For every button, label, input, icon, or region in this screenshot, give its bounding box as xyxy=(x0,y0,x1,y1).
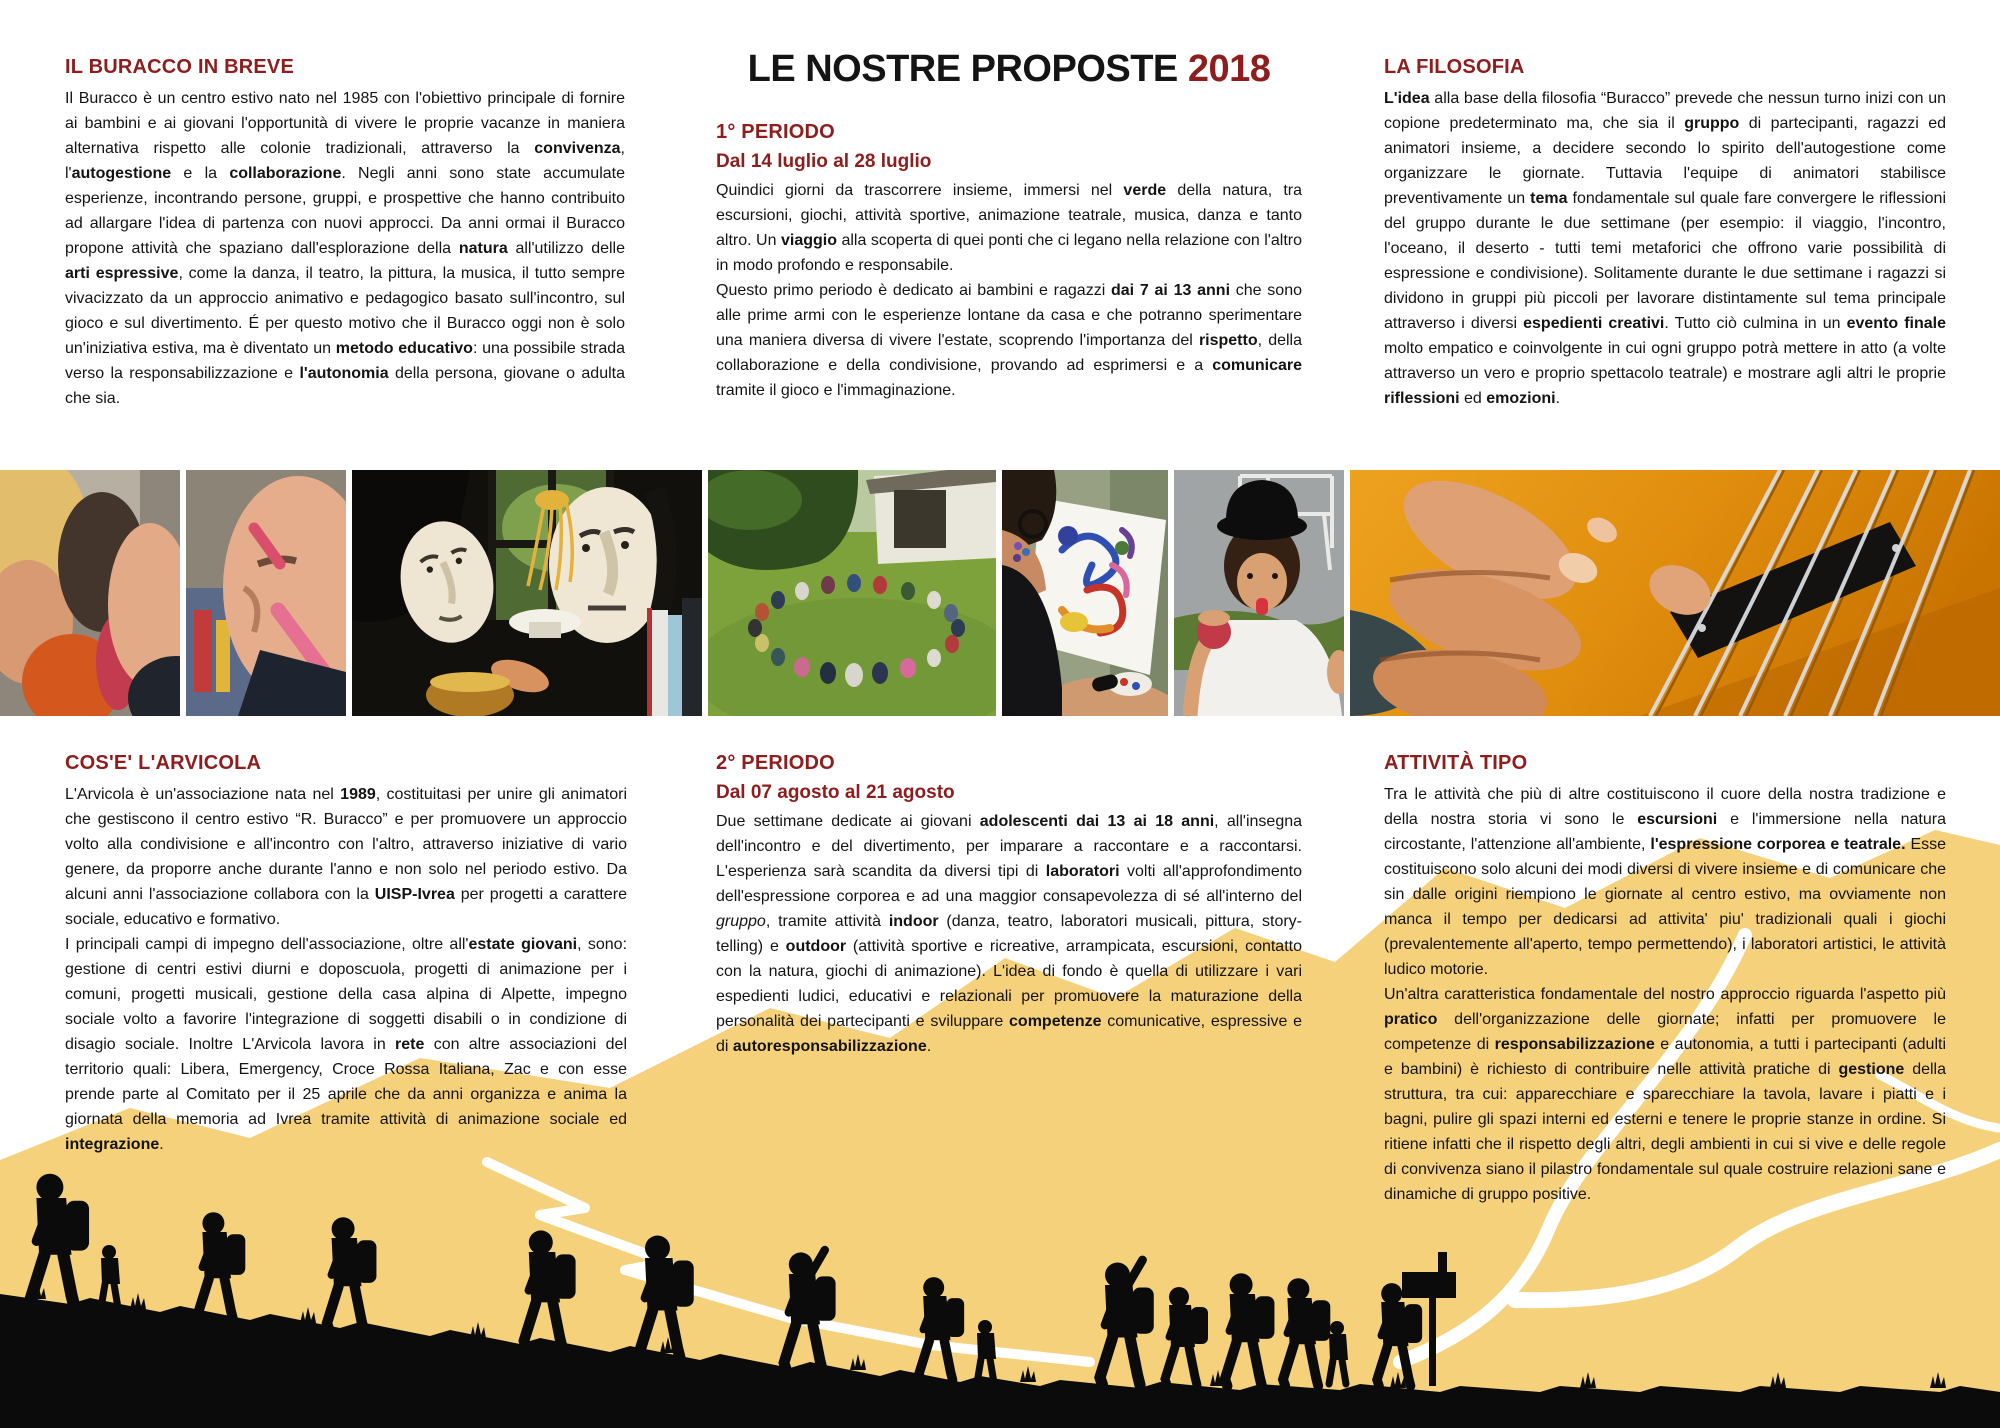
photo-boy-black-hat-red-ball xyxy=(1174,470,1344,716)
page-title-year: 2018 xyxy=(1187,48,1271,90)
section-paragraph: L'Arvicola è un'associazione nata nel 1989, costituitasi per unire gli animatori che gestiscono il centro estivo “R. Buracco” e per promuovere un approccio volto alla condivisione e all'incontro con l'altro, attraverso iniziative di vario genere, da proporre anche durante l'anno e non solo nel periodo estivo. Da alcuni anni l'associazione collabora con la UISP-Ivrea per progetti a carattere sociale, educativo e formativo. xyxy=(65,786,628,928)
photo-girl-painting-colors xyxy=(1002,470,1168,716)
section-filosofia xyxy=(1384,56,1946,411)
photo-painted-face-closeup xyxy=(186,470,346,716)
section-periodo2 xyxy=(716,752,1302,1059)
section-dates-periodo2: Dal 07 agosto al 21 agosto xyxy=(716,782,955,803)
photo-strip xyxy=(0,470,2000,716)
section-paragraph: Un'altra caratteristica fondamentale del nostro approccio riguarda l'aspetto più pratico dell'organizzazione delle giornate; infatti per promuovere le competenze di responsabilizzazione e autonomia, a tutti i partecipanti (adulti e bambini) è richiesto di contribuire nelle attività pratiche di gestione della struttura, tra cui: apparecchiare e sparecchiare la tavola, lavare i piatti e i bagni, pulire gli spazi interni ed esterni e tenere le proprie stanze in ordine. Si ritiene infatti che il rispetto degli altri, degli ambienti in cui si vive e delle regole di convivenza siano il pilastro fondamentale sul quale costruire relazioni sane e dinamiche di gruppo positive. xyxy=(1384,986,1947,1203)
photo-kids-group-closeup xyxy=(0,470,180,716)
section-heading-arvicola: COS'E' L'ARVICOLA xyxy=(65,752,262,774)
section-paragraph: Il Buracco è un centro estivo nato nel 1985 con l'obiettivo principale di fornire ai bambini e ai giovani l'opportunità di vivere le proprie vacanze in maniera alternativa rispetto alle colonie tradizionali, attraverso la convivenza, l'autogestione e la collaborazione. Negli anni sono state accumulate esperienze, incontrando persone, gruppi, e prospettive che hanno contribuito ad allargare l'idea di partenza con nuovi approcci. Da anni ormai il Buracco propone attività che spaziano dall'esplorazione della natura all'utilizzo delle arti espressive, come la danza, il teatro, la pittura, la musica, il tutto sempre vivacizzato da un approccio animativo e pedagogico basato sull'incontro, sul gioco e sul divertimento. É per questo motivo che il Buracco oggi non è solo un'iniziativa estiva, ma è diventato un metodo educativo: una possibile strada verso la responsabilizzazione e l'autonomia della persona, giovane o adulta che sia. xyxy=(65,90,626,407)
section-attivita xyxy=(1384,752,1946,1207)
photo-kids-circle-on-grass xyxy=(708,470,996,716)
section-arvicola xyxy=(65,752,627,1157)
section-heading-buracco: IL BURACCO IN BREVE xyxy=(65,56,295,78)
photo-hand-on-guitar-strings xyxy=(1350,470,2000,716)
section-paragraph: I principali campi di impegno dell'associazione, oltre all'estate giovani, sono: gestione di centri estivi diurni e doposcuola, progetti di animazione per i comuni, progetti musicali, gestione della casa alpina di Alpette, impegno sociale volto a favorire l'integrazione di soggetti disabili o in condizione di disagio sociale. Inoltre L'Arvicola lavora in rete con altre associazioni del territorio quali: Libera, Emergency, Croce Rossa Italiana, Zac e con esse prende parte al Comitato per il 25 aprile che da anni organizza e anima la giornata della memoria ad Ivrea tramite attività di animazione sociale ed integrazione. xyxy=(65,936,628,1153)
section-heading-attivita: ATTIVITÀ TIPO xyxy=(1384,752,1528,774)
section-dates-periodo1: Dal 14 luglio al 28 luglio xyxy=(716,151,932,172)
section-proposte xyxy=(716,48,1302,403)
page-title-text: LE NOSTRE PROPOSTE xyxy=(747,48,1178,90)
page-title xyxy=(716,48,1302,91)
section-paragraph: Tra le attività che più di altre costituiscono il cuore della nostra tradizione e della nostra storia vi sono le escursioni e l'immersione nella natura circostante, l'attenzione all'ambiente, l'espressione corporea e teatrale. Esse costituiscono solo alcuni dei modi diversi di vivere insieme e di comunicare che sin dalle origini riempiono le giornate al centro estivo, ma ovviamente non manca il tempo per dedicarsi ad attivita' piu' tradizionali quali i giochi (prevalentemente all'aperto, tempo permettendo), i laboratori artistici, le attività ludico motorie. xyxy=(1384,786,1947,978)
section-paragraph: L'idea alla base della filosofia “Buracco” prevede che nessun turno inizi con un copione predeterminato ma, che sia il gruppo di partecipanti, ragazzi ed animatori insieme, a decidere secondo lo spirito dell'autogestione come organizzare le giornate. Tuttavia l'equipe di animatori stabilisce preventivamente un tema fondamentale sul quale fare convergere le riflessioni del gruppo durante le due settimane (per esempio: il viaggio, l'incontro, l'oceano, il deserto - tutti temi metaforici che offrono varie possibilità di espressione e condivisione). Solitamente durante le due settimane i ragazzi si dividono in gruppi più piccoli per lavorare distintamente sul tema principale attraverso i diversi espedienti creativi. Tutto ciò culmina in un evento finale molto empatico e coinvolgente in cui ogni gruppo potrà mettere in atto (a volte attraverso un vero e proprio spettacolo teatrale) e mostrare agli altri le proprie riflessioni ed emozioni. xyxy=(1384,90,1947,407)
section-heading-periodo2: 2° PERIODO xyxy=(716,752,835,774)
section-paragraph: Questo primo periodo è dedicato ai bambini e ragazzi dai 7 ai 13 anni che sono alle prime armi con le esperienze lontane da casa e che potranno sperimentare una maniera diversa di vivere l'estate, scoprendo l'importanza del rispetto, della collaborazione e della condivisione, provando ad esprimersi e a comunicare tramite il gioco e l'immaginazione. xyxy=(716,282,1302,399)
section-buracco xyxy=(65,56,625,411)
section-heading-periodo1: 1° PERIODO xyxy=(716,121,835,143)
section-paragraph: Due settimane dedicate ai giovani adolescenti dai 13 ai 18 anni, all'insegna dell'incontro e del divertimento, per imparare a raccontare e a raccontarsi. L'esperienza sarà scandita da diversi tipi di laboratori volti all'approfondimento dell'espressione corporea e ad una maggior consapevolezza di sé all'interno del gruppo, tramite attività indoor (danza, teatro, laboratori musicali, pittura, story-telling) e outdoor (attività sportive e ricreative, arrampicata, escursioni, contatto con la natura, giochi di animazione). L'idea di fondo è quella di utilizzare i vari espedienti ludici, educativi e relazionali per promuovere la maturazione della personalità dei partecipanti e sviluppare competenze comunicative, espressive e di autoresponsabilizzazione. xyxy=(716,813,1303,1055)
section-paragraph: Quindici giorni da trascorrere insieme, immersi nel verde della natura, tra escursioni, giochi, attività sportive, animazione teatrale, musica, danza e tanto altro. Un viaggio alla scoperta di quei ponti che ci legano nella relazione con l'altro in modo profondo e responsabile. xyxy=(716,182,1303,274)
section-heading-filosofia: LA FILOSOFIA xyxy=(1384,56,1525,78)
photo-white-masks-spaghetti xyxy=(352,470,702,716)
